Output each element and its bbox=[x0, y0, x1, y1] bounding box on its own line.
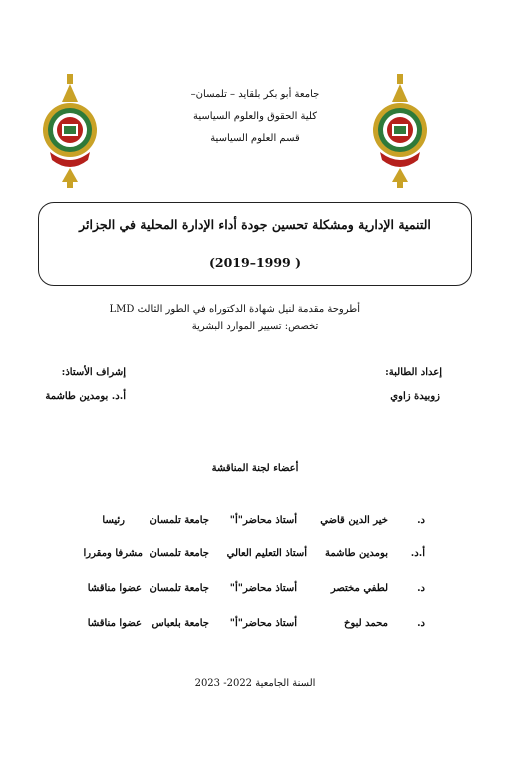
member-name: لطفي مختصر bbox=[330, 583, 388, 594]
member-university: جامعة تلمسان bbox=[149, 583, 209, 594]
member-role: مشرفا ومقررا bbox=[83, 548, 143, 559]
degree-line: أطروحة مقدمة لنيل شهادة الدكتوراه في الطور الثالث LMD bbox=[109, 304, 360, 315]
committee-row bbox=[80, 618, 425, 634]
member-degree: د. bbox=[417, 618, 425, 629]
member-role: عضوا مناقشا bbox=[87, 583, 142, 594]
member-name: محمد لبوخ bbox=[343, 618, 388, 629]
supervisor-name: أ.د. بومدين طاشمة bbox=[45, 391, 126, 402]
university-logo-left bbox=[40, 72, 100, 190]
committee-title: أعضاء لجنة المناقشة bbox=[211, 463, 299, 474]
prepared-label: إعداد الطالبة: bbox=[385, 367, 442, 378]
member-university: جامعة تلمسان bbox=[149, 515, 209, 526]
university-name: جامعة أبو بكر بلقايد – تلمسان– bbox=[190, 89, 320, 100]
committee-row bbox=[80, 548, 425, 564]
member-role: رئيسا bbox=[102, 515, 125, 526]
member-role: عضوا مناقشا bbox=[87, 618, 142, 629]
member-name: بومدين طاشمة bbox=[325, 548, 388, 559]
department-name: قسم العلوم السياسية bbox=[210, 133, 300, 144]
student-name: زوبيدة زاوي bbox=[390, 391, 440, 402]
member-degree: أ.د. bbox=[410, 548, 425, 559]
thesis-title-box bbox=[38, 202, 472, 286]
member-rank: أستاذ محاضر"أ" bbox=[229, 515, 297, 526]
institution-header bbox=[150, 84, 360, 150]
specialty-line: تخصص: تسيير الموارد البشرية bbox=[191, 321, 319, 332]
member-rank: أستاذ محاضر"أ" bbox=[229, 583, 297, 594]
university-logo-right bbox=[370, 72, 430, 190]
thesis-period: ( 1999–2019) bbox=[208, 255, 302, 270]
member-name: خير الدين قاضي bbox=[320, 515, 388, 526]
academic-year: السنة الجامعية 2022- 2023 bbox=[194, 678, 316, 689]
member-degree: د. bbox=[417, 583, 425, 594]
member-rank: أستاذ التعليم العالي bbox=[226, 548, 307, 559]
member-university: جامعة بلعباس bbox=[151, 618, 209, 629]
supervision-label: إشراف الأستاذ: bbox=[61, 367, 126, 378]
committee-row bbox=[80, 515, 425, 531]
member-rank: أستاذ محاضر"أ" bbox=[229, 618, 297, 629]
committee-row bbox=[80, 583, 425, 599]
member-university: جامعة تلمسان bbox=[149, 548, 209, 559]
faculty-name: كلية الحقوق والعلوم السياسية bbox=[193, 111, 317, 122]
member-degree: د. bbox=[417, 515, 425, 526]
thesis-title: التنمية الإدارية ومشكلة تحسين جودة أداء الإدارة المحلية في الجزائر bbox=[79, 217, 431, 232]
